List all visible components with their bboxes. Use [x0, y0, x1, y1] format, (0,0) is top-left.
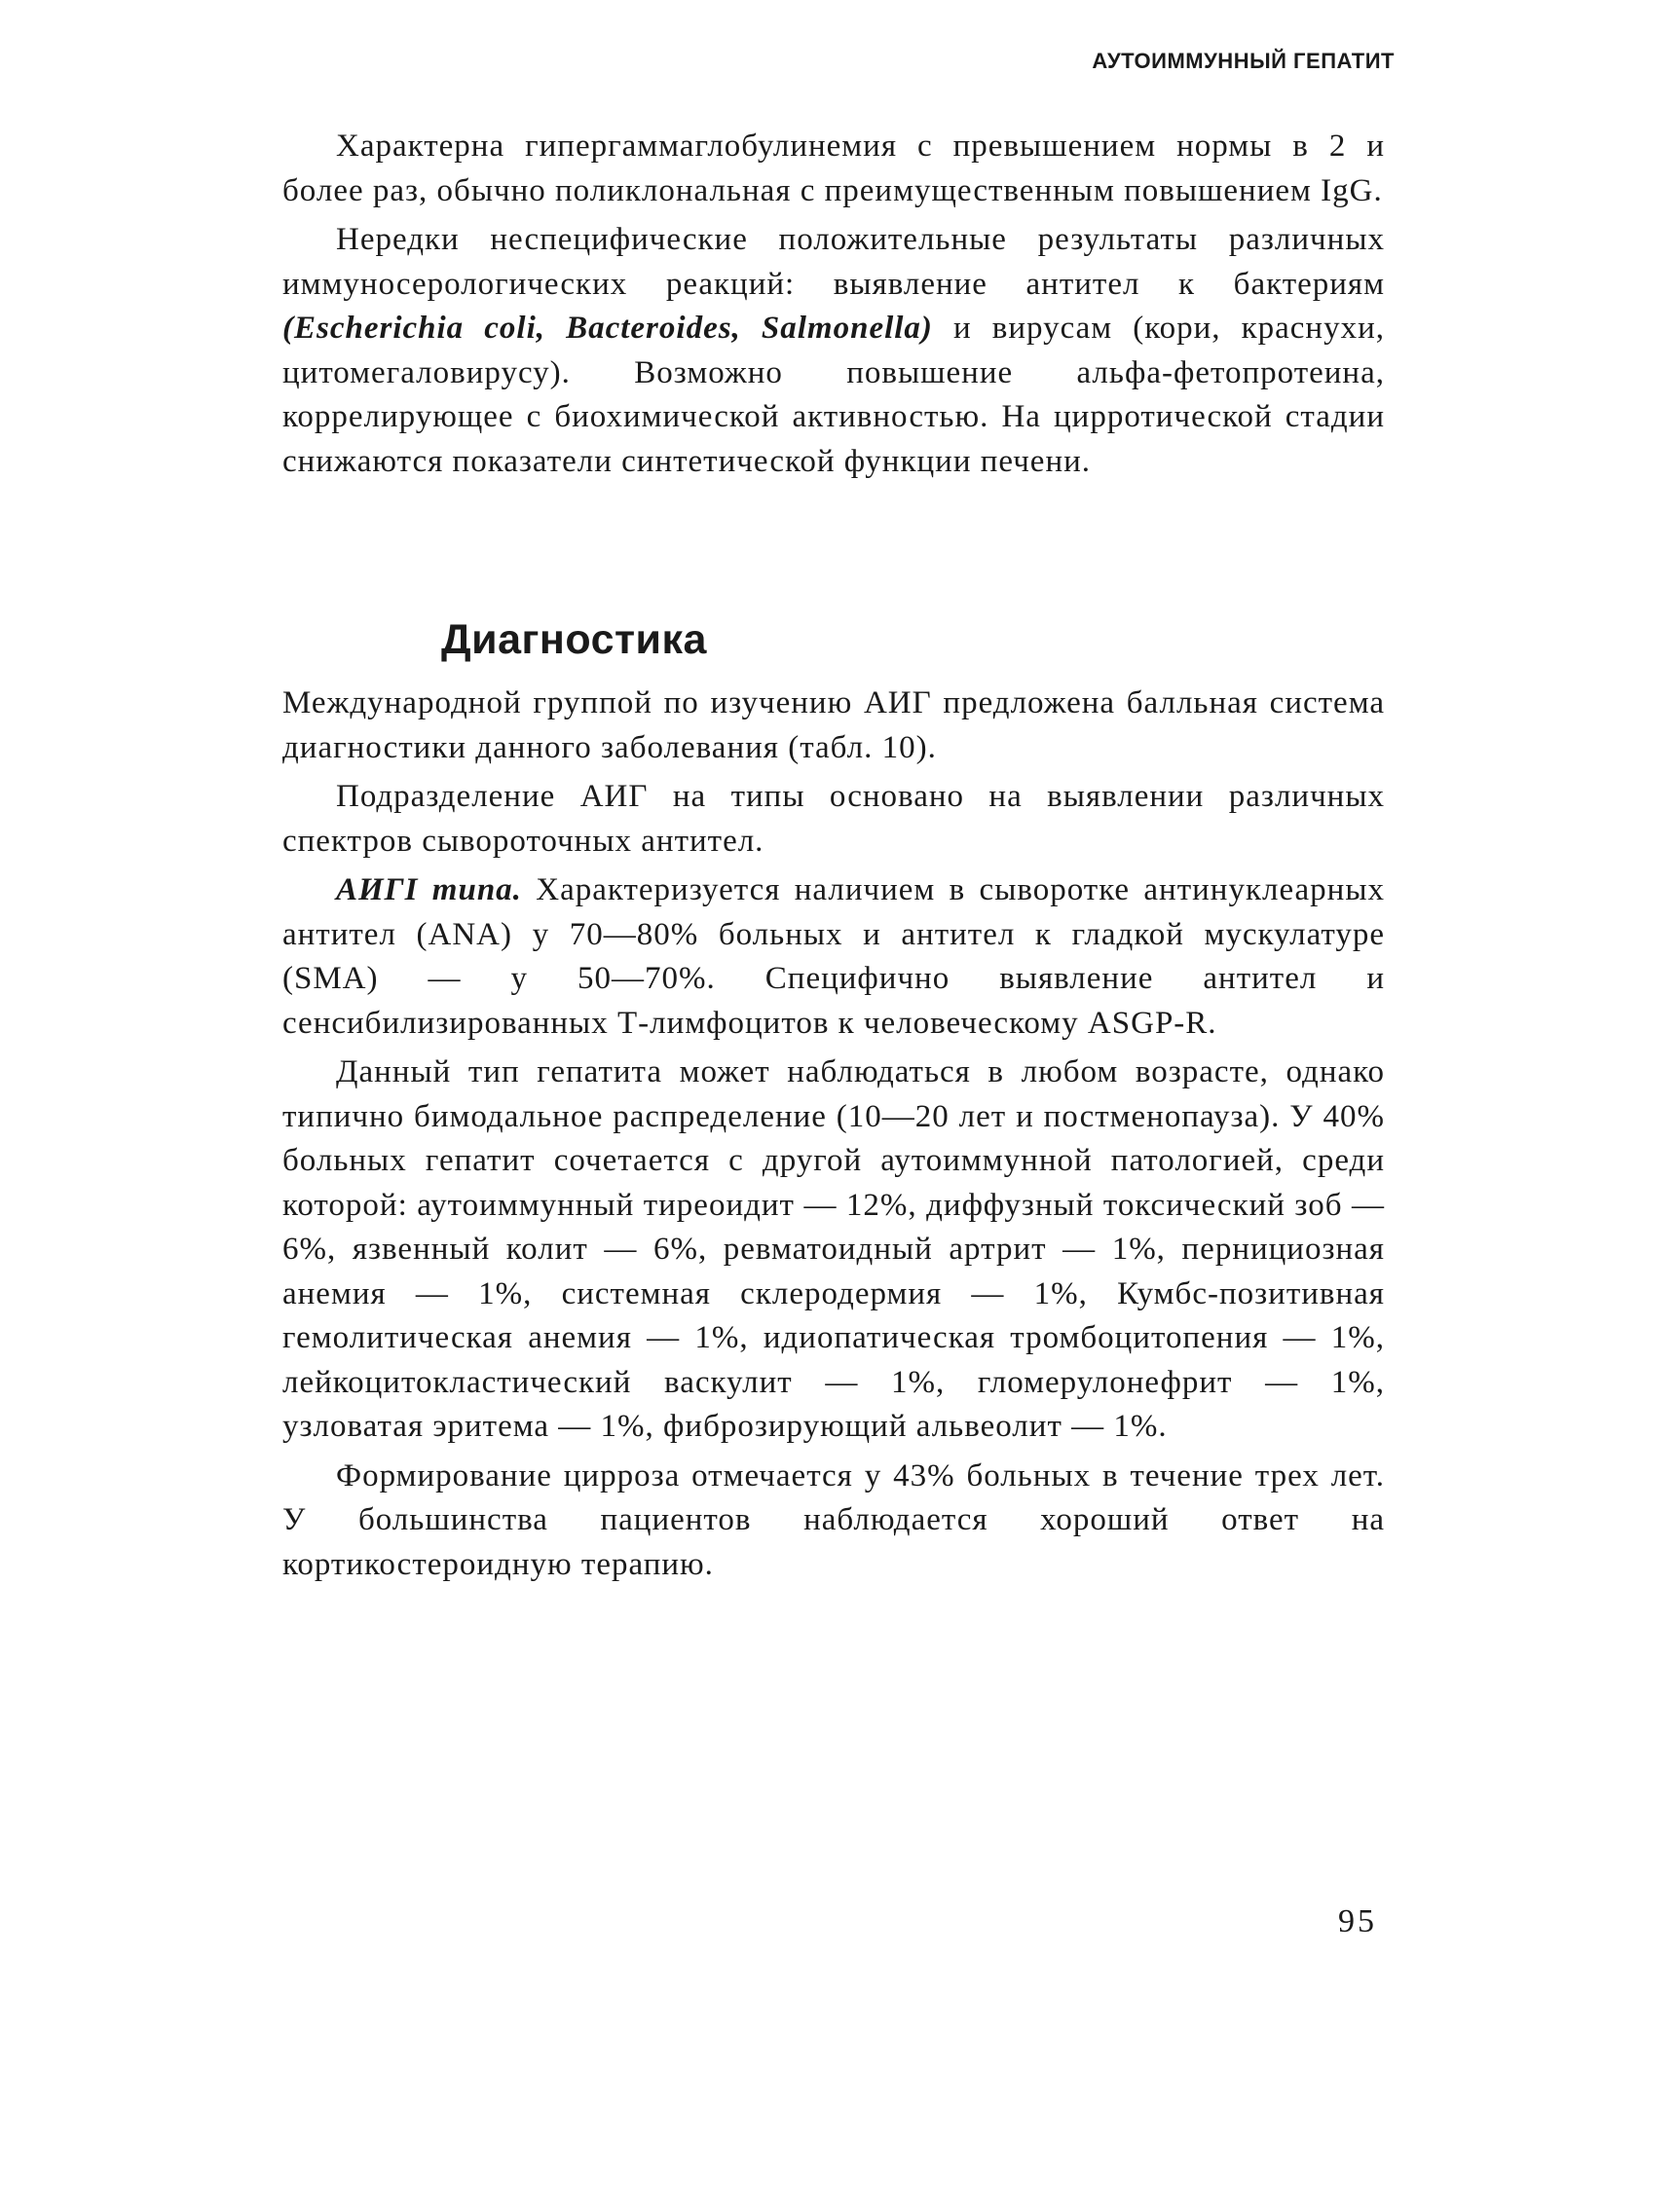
- section-heading-diagnostics: Диагностика: [441, 616, 707, 663]
- paragraph-immunoserology-start: Нередки неспецифические положительные результаты различных иммуносерологических реакций: выявление антител к бактериям: [282, 222, 1385, 302]
- paragraph-immunoserology-end: и вирусам (кори, краснухи, цитомегаловирусу). Возможно повышение альфа-фетопротеина, коррелирующее с биохимической активностью. На цирротической стадии снижаются показатели синтетической функции печени.: [282, 311, 1385, 479]
- running-head: АУТОИММУННЫЙ ГЕПАТИТ: [1092, 49, 1395, 73]
- paragraph-aih-type-1: [282, 868, 1385, 1046]
- paragraph-age-distribution: Данный тип гепатита может наблюдаться в любом возрасте, однако типично бимодальное распределение (10—20 лет и постменопауза). У 40% больных гепатит сочетается с другой аутоиммунной патологией, среди которой: аутоиммунный тиреоидит — 12%, диффузный токсический зоб — 6%, язвенный колит — 6%, ревматоидный артрит — 1%, пернициозная анемия — 1%, системная склеродермия — 1%, Кумбс-позитивная гемолитическая анемия — 1%, идиопатическая тромбоцитопения — 1%, лейкоцитокластический васкулит — 1%, гломерулонефрит — 1%, узловатая эритема — 1%, фиброзирующий альвеолит — 1%.: [282, 1054, 1385, 1444]
- diagnostics-text-block: [282, 682, 1385, 1587]
- paragraph-immunoserology: [282, 218, 1385, 484]
- aih-type-1-lead: АИГI типа.: [336, 872, 522, 907]
- paragraph-scoring-system: Международной группой по изучению АИГ предложена балльная система диагностики данного заболевания (табл. 10).: [282, 685, 1385, 765]
- paragraph-hypergammaglobulinemia: Характерна гипергаммаглобулинемия с превышением нормы в 2 и более раз, обычно поликлональная с преимущественным повышением IgG.: [282, 129, 1385, 208]
- intro-text-block: [282, 125, 1385, 484]
- aih-type-1-text: Характеризуется наличием в сыворотке антинуклеарных антител (ANA) у 70—80% больных и антител к гладкой мускулатуре (SMA) — у 50—70%. Специфично выявление антител и сенсибилизированных Т-лимфоцитов к человеческому ASGP-R.: [282, 872, 1385, 1041]
- paragraph-cirrosis: Формирование цирроза отмечается у 43% больных в течение трех лет. У большинства пациентов наблюдается хороший ответ на кортикостероидную терапию.: [282, 1457, 1385, 1582]
- paragraph-aih-types: Подразделение АИГ на типы основано на выявлении различных спектров сывороточных антител.: [282, 779, 1385, 859]
- page-number: 95: [1338, 1903, 1377, 1939]
- bacteria-names: (Escherichia coli, Bacteroides, Salmonella): [282, 311, 933, 346]
